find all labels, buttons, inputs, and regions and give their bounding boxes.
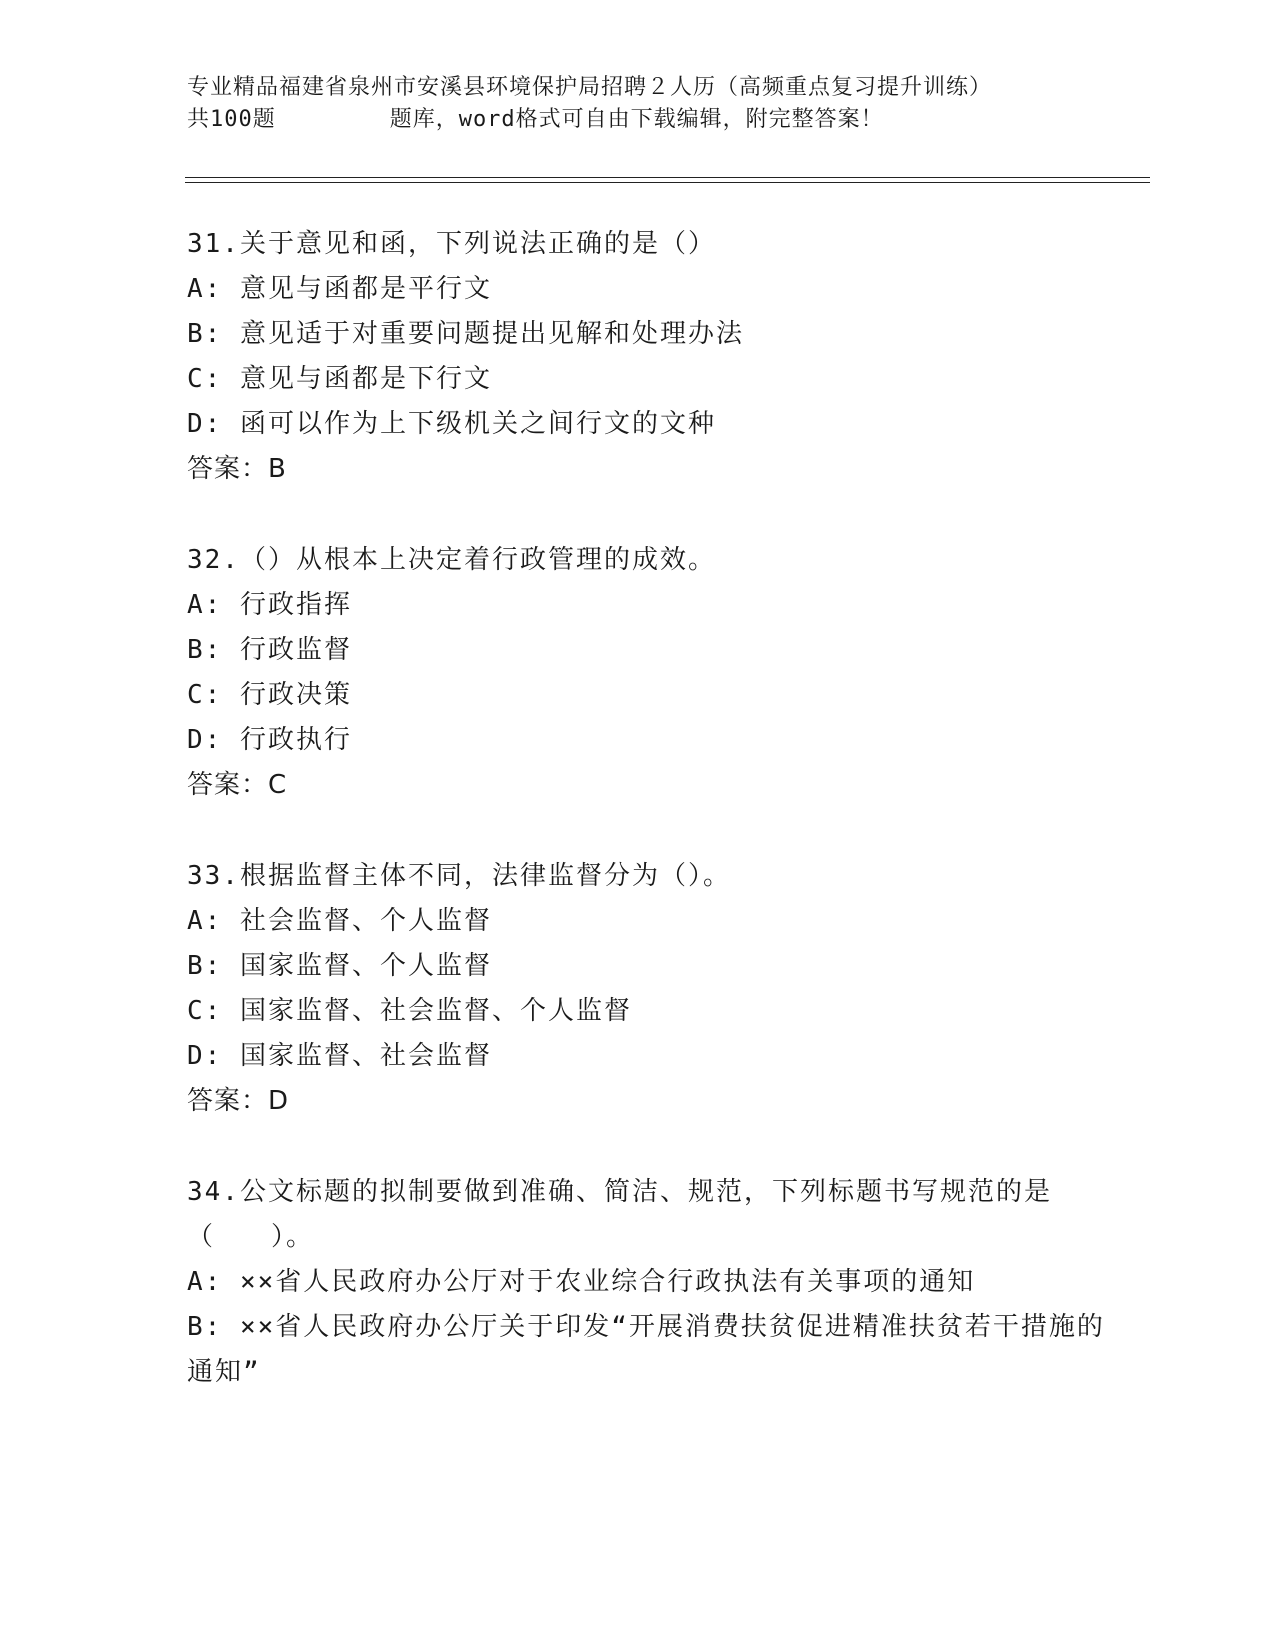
question-34 [187, 1170, 1127, 1395]
option-d: D: 国家监督、社会监督 [187, 1041, 492, 1071]
question-31 [187, 222, 1127, 492]
question-stem: 31.关于意见和函，下列说法正确的是（） [187, 229, 716, 259]
header-divider-top [185, 177, 1150, 178]
option-b: B: 国家监督、个人监督 [187, 951, 492, 981]
option-c: C: 行政决策 [187, 680, 352, 710]
header-title-line-2: 共100题 题库，word格式可自由下载编辑，附完整答案！ [187, 107, 884, 132]
header-title-line-1: 专业精品福建省泉州市安溪县环境保护局招聘２人历（高频重点复习提升训练） [187, 75, 993, 100]
question-32 [187, 538, 1127, 808]
answer: 答案：D [187, 1086, 290, 1116]
option-d: D: 行政执行 [187, 725, 352, 755]
question-stem: 32.（）从根本上决定着行政管理的成效。 [187, 545, 716, 575]
option-a: A: ××省人民政府办公厅对于农业综合行政执法有关事项的通知 [187, 1267, 976, 1297]
option-b: B: 行政监督 [187, 635, 352, 665]
question-33 [187, 854, 1127, 1124]
option-a: A: 意见与函都是平行文 [187, 274, 492, 304]
option-b: B: 意见适于对重要问题提出见解和处理办法 [187, 319, 744, 349]
document-header [187, 72, 1087, 136]
option-c: C: 意见与函都是下行文 [187, 364, 492, 394]
option-a: A: 行政指挥 [187, 590, 352, 620]
header-divider-bottom [185, 182, 1150, 183]
question-stem: 34.公文标题的拟制要做到准确、简洁、规范，下列标题书写规范的是（ ）。 [187, 1177, 1052, 1252]
option-c: C: 国家监督、社会监督、个人监督 [187, 996, 632, 1026]
question-stem: 33.根据监督主体不同，法律监督分为（）。 [187, 861, 731, 891]
option-d: D: 函可以作为上下级机关之间行文的文种 [187, 409, 716, 439]
option-a: A: 社会监督、个人监督 [187, 906, 492, 936]
answer: 答案：C [187, 770, 288, 800]
answer: 答案：B [187, 454, 287, 484]
option-b: B: ××省人民政府办公厅关于印发“开展消费扶贫促进精准扶贫若干措施的通知” [187, 1312, 1105, 1387]
